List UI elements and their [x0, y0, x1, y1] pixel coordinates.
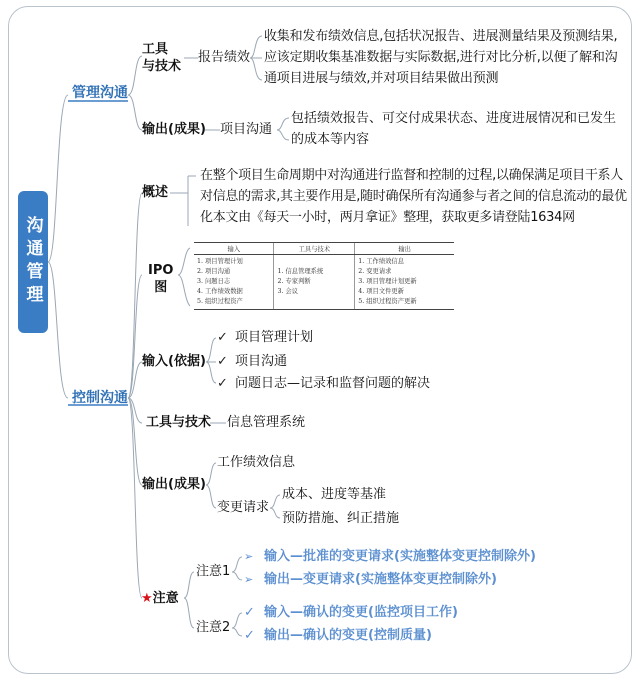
- check-icon: ✓: [217, 354, 228, 369]
- ipo-cell: 4. 项目文件更新: [358, 288, 405, 295]
- ipo-col-input: [194, 255, 274, 310]
- arrow-icon: ➢: [244, 550, 254, 563]
- control-overview-text: 在整个项目生命周期中对沟通进行监督和控制的过程,以确保满足项目干系人对信息的需求,其主要作用是,随时确保所有沟通参与者之间的信息流动的最优化本文由《每天一小时，两月拿证》整理，获取更多请登陆1634网: [200, 168, 627, 225]
- ipo-cell: 1. 工作绩效信息: [358, 258, 405, 265]
- star-icon: ★: [141, 591, 153, 606]
- notes-label: [141, 590, 179, 608]
- manage-output-label: 输出(成果): [142, 122, 206, 137]
- note1-label: 注意1: [196, 564, 231, 579]
- ipo-cell: 2. 专家判断: [277, 278, 311, 285]
- ipo-cell: 5. 组织过程资产更新: [358, 298, 417, 305]
- notes-label-text: 注意: [152, 591, 179, 606]
- ipo-cell: 1. 信息管理系统: [277, 268, 324, 275]
- ipo-cell: 3. 会议: [277, 288, 299, 295]
- input-item: 项目沟通: [235, 354, 288, 369]
- input-item: 问题日志—记录和监督问题的解决: [235, 376, 431, 391]
- manage-tools-label: 工具 与技术: [142, 42, 182, 74]
- branch-control: 控制沟通: [72, 390, 128, 406]
- check-icon: ✓: [217, 330, 228, 345]
- manage-tools-item: 报告绩效: [198, 50, 251, 65]
- control-outputs-label: 输出(成果): [142, 477, 206, 492]
- ipo-cell: 3. 问题日志: [197, 278, 231, 285]
- branch-manage: 管理沟通: [72, 85, 128, 101]
- note2-item: 输出—确认的变更(控制质量): [264, 628, 432, 643]
- ipo-cell: 3. 项目管理计划更新: [358, 278, 417, 285]
- note1-item: 输出—变更请求(实施整体变更控制除外): [264, 572, 497, 587]
- ipo-label: IPO 图: [148, 263, 174, 295]
- ipo-cell: 4. 工作绩效数据: [197, 288, 243, 295]
- ipo-header-input: 输入: [194, 243, 274, 255]
- ipo-col-output: [355, 255, 454, 310]
- manage-tools-desc: 收集和发布绩效信息,包括状况报告、进展测量结果及预测结果,应该定期收集基准数据与实际数据,进行对比分析,以便了解和沟通项目进展与绩效,并对项目结果做出预测: [264, 29, 618, 86]
- ipo-header-output: 输出: [355, 243, 454, 255]
- check-icon: ✓: [217, 376, 228, 391]
- ipo-cell: 1. 项目管理计划: [197, 258, 243, 265]
- ipo-cell: 5. 组织过程资产: [197, 298, 243, 305]
- ipo-col-tools: [274, 255, 355, 310]
- arrow-icon: ➢: [244, 573, 254, 586]
- control-overview-label: 概述: [142, 185, 169, 200]
- control-tools-label: 工具与技术: [146, 415, 212, 430]
- ipo-cell: 2. 项目沟通: [197, 268, 231, 275]
- output-info: 工作绩效信息: [217, 455, 296, 470]
- check-icon: ✓: [244, 628, 255, 643]
- change-item: 成本、进度等基准: [282, 487, 387, 502]
- manage-output-desc: 包括绩效报告、可交付成果状态、进度进展情况和已发生的成本等内容: [291, 111, 617, 147]
- ipo-cell: 2. 变更请求: [358, 268, 392, 275]
- manage-output-item: 项目沟通: [220, 122, 273, 137]
- change-item: 预防措施、纠正措施: [282, 511, 400, 526]
- ipo-table: [194, 242, 454, 310]
- root-node: 沟通管理: [18, 191, 48, 333]
- check-icon: ✓: [244, 605, 255, 620]
- note2-label: 注意2: [196, 620, 231, 635]
- control-inputs-label: 输入(依据): [142, 354, 206, 369]
- input-item: 项目管理计划: [235, 330, 314, 345]
- control-tools-item: 信息管理系统: [227, 415, 306, 430]
- ipo-header-tools: 工具与技术: [274, 243, 355, 255]
- note2-item: 输入—确认的变更(监控项目工作): [264, 605, 458, 620]
- output-change: 变更请求: [217, 500, 270, 515]
- note1-item: 输入—批准的变更请求(实施整体变更控制除外): [264, 549, 536, 564]
